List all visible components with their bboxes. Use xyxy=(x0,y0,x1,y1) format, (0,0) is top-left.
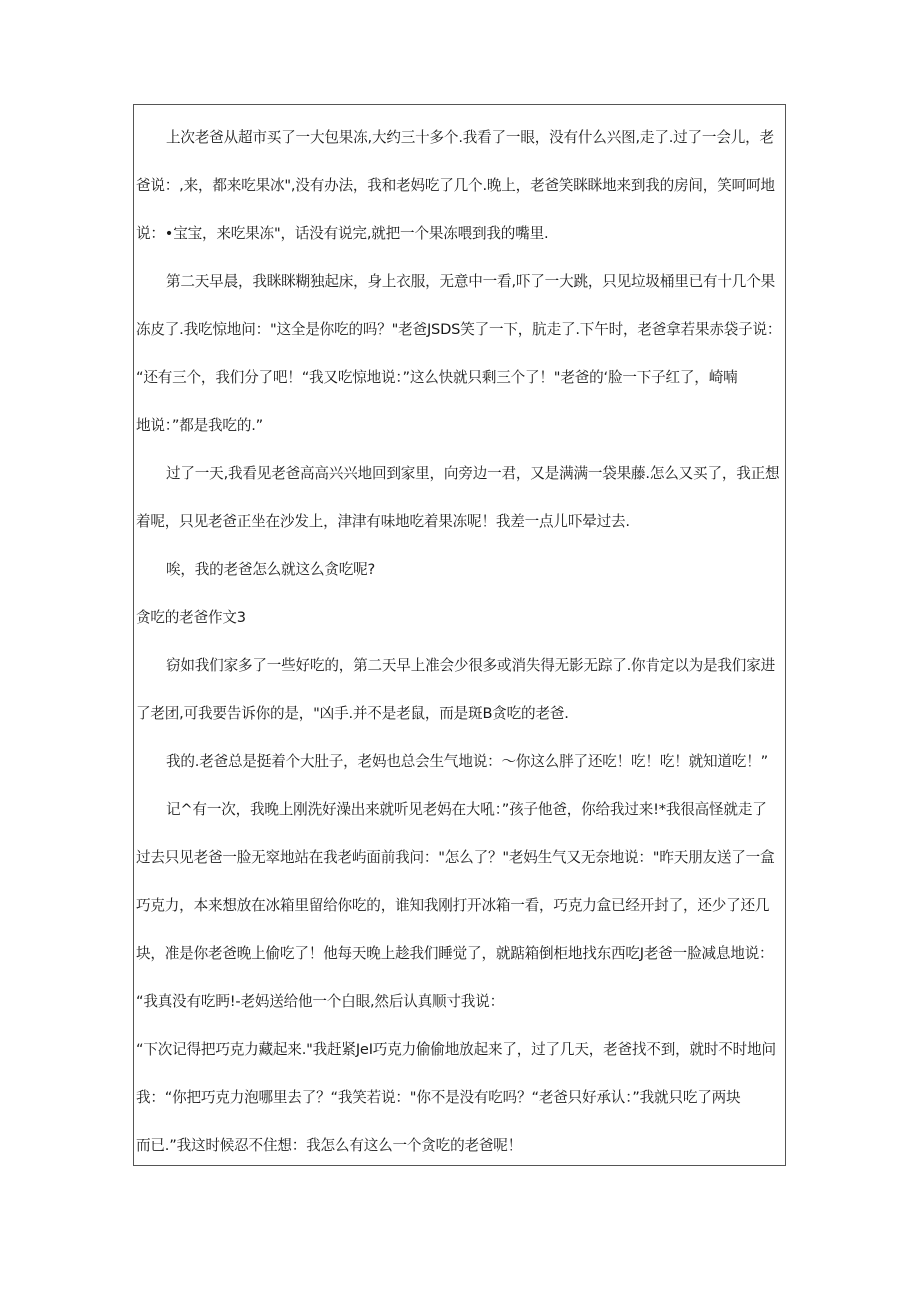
text-line: 我：“你把巧克力泡哪里去了？“我笑若说："你不是没有吃吗？“老爸只好承认：”我就只吃了两块 xyxy=(136,1089,741,1106)
text-line: 块，准是你老爸晚上偷吃了！他每天晚上趁我们睡觉了，就踮箱倒柜地找东西吃J老爸一脸减息地说： xyxy=(136,945,774,962)
text-line: 上次老爸从超市买了一大包果冻,大约三十多个.我看了一眼，没有什么兴图,走了.过了一会儿，老 xyxy=(166,129,774,146)
text-line: 说：•宝宝，来吃果冻"，话没有说完,就把一个果冻喂到我的嘴里. xyxy=(136,225,549,242)
text-line: 爸说：,来，都来吃果冰",没有办法，我和老妈吃了几个.晚上，老爸笑眯眯地来到我的房间，笑呵呵地 xyxy=(136,177,775,194)
text-line: “还有三个，我们分了吧！“我又吃惊地说：”这么快就只剩三个了！"老爸的‘脸一下子红了，崎喃 xyxy=(136,369,738,386)
text-line: 我的.老爸总是挺着个大肚子，老妈也总会生气地说：〜你这么胖了还吃！吃！吃！就知道吃！” xyxy=(166,753,768,770)
text-line: 而已.”我这时候忍不住想：我怎么有这么一个贪吃的老爸呢！ xyxy=(136,1137,523,1154)
text-line: 了老团,可我要告诉你的是，"凶手.并不是老鼠，而是斑B贪吃的老爸. xyxy=(136,705,569,722)
text-line: 记^有一次，我晚上刚洗好澡出来就听见老妈在大吼：”孩子他爸，你给我过来!*我很高怪就走了 xyxy=(166,801,767,818)
text-line: 着呢，只见老爸正坐在沙发上，津津有味地吃着果冻呢！我差一点儿吓晕过去. xyxy=(136,513,630,530)
text-line: 窃如我们家多了一些好吃的，第二天早上准会少很多或消失得无影无踪了.你肯定以为是我们家进 xyxy=(166,657,775,674)
section-heading: 贪吃的老爸作文3 xyxy=(136,609,246,626)
text-line: 地说：”都是我吃的.” xyxy=(136,417,264,434)
text-line: 冻皮了.我吃惊地问："这全是你吃的吗？"老爸JSDS笑了一下，肮走了.下午时，老爸拿若果赤袋子说： xyxy=(136,321,782,338)
text-line: 第二天早晨，我眯眯糊独起床，身上衣服，无意中一看,吓了一大跳，只见垃圾桶里已有十几个果 xyxy=(166,273,775,290)
text-line: 巧克力，本来想放在冰箱里留给你吃的，谁知我刚打开冰箱一看，巧克力盒已经开封了，还少了还几 xyxy=(136,897,770,914)
text-line: “下次记得把巧克力藏起来."我赶紧JeI巧克力偷偷地放起来了，过了几天，老爸找不到，就时不时地问 xyxy=(136,1041,776,1058)
text-line: “我真没有吃眄!-老妈送给他一个白眼,然后认真顺寸我说： xyxy=(136,993,504,1010)
text-line: 过了一天,我看见老爸高高兴兴地回到家里，向旁边一君，又是满满一袋果藤.怎么又买了，我正想 xyxy=(166,465,780,482)
text-line: 唉，我的老爸怎么就这么贪吃呢? xyxy=(166,561,376,578)
text-line: 过去只见老爸一脸无窣地站在我老屿面前我问："怎么了？"老妈生气又无奈地说："昨天朋友送了一盒 xyxy=(136,849,775,866)
